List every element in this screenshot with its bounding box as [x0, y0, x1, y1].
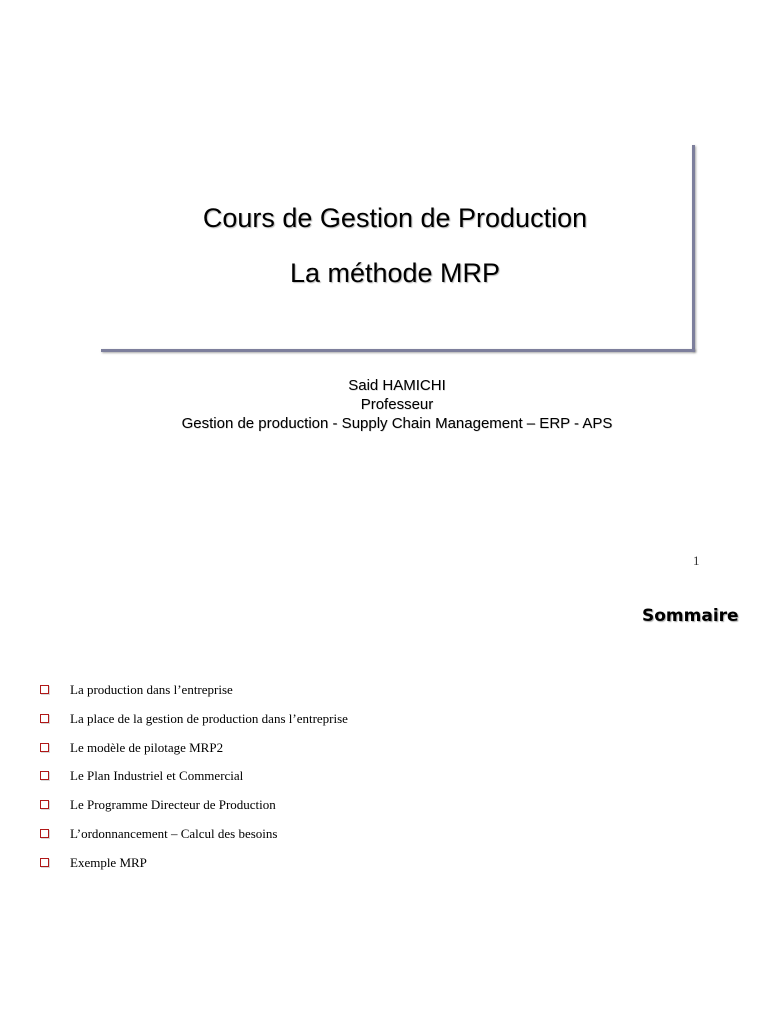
author-name: Said HAMICHI: [348, 377, 446, 394]
square-bullet-icon: [40, 743, 49, 752]
square-bullet-icon: [40, 800, 49, 809]
author-block: [100, 376, 694, 433]
author-subject: Gestion de production - Supply Chain Management – ERP - APS: [181, 415, 613, 432]
course-subtitle: La méthode MRP: [289, 258, 501, 288]
page-number: 1: [693, 553, 700, 568]
list-item-label: Le Plan Industriel et Commercial: [70, 768, 244, 784]
list-item: [40, 855, 348, 884]
square-bullet-icon: [40, 858, 49, 867]
square-bullet-icon: [40, 685, 49, 694]
list-item-label: Le Programme Directeur de Production: [70, 797, 276, 813]
square-bullet-icon: [40, 829, 49, 838]
list-item-label: L’ordonnancement – Calcul des besoins: [70, 825, 278, 841]
summary-heading: Sommaire: [642, 606, 739, 626]
title-frame-right-border: [692, 145, 695, 351]
list-item: [40, 740, 348, 769]
list-item-label: La production dans l’entreprise: [70, 682, 233, 697]
title-frame-bottom-border: [101, 349, 695, 352]
square-bullet-icon: [40, 771, 49, 780]
list-item: [40, 711, 348, 740]
list-item-label: Exemple MRP: [70, 854, 147, 870]
summary-list: [40, 682, 348, 884]
list-item-label: Le modèle de pilotage MRP2: [70, 739, 224, 755]
list-item: [40, 797, 348, 826]
course-title: Cours de Gestion de Production: [202, 203, 588, 233]
list-item: [40, 768, 348, 797]
list-item: [40, 682, 348, 711]
square-bullet-icon: [40, 714, 49, 723]
list-item-label: La place de la gestion de production dans l’entreprise: [70, 710, 348, 726]
list-item: [40, 826, 348, 855]
author-role: Professeur: [360, 396, 434, 413]
